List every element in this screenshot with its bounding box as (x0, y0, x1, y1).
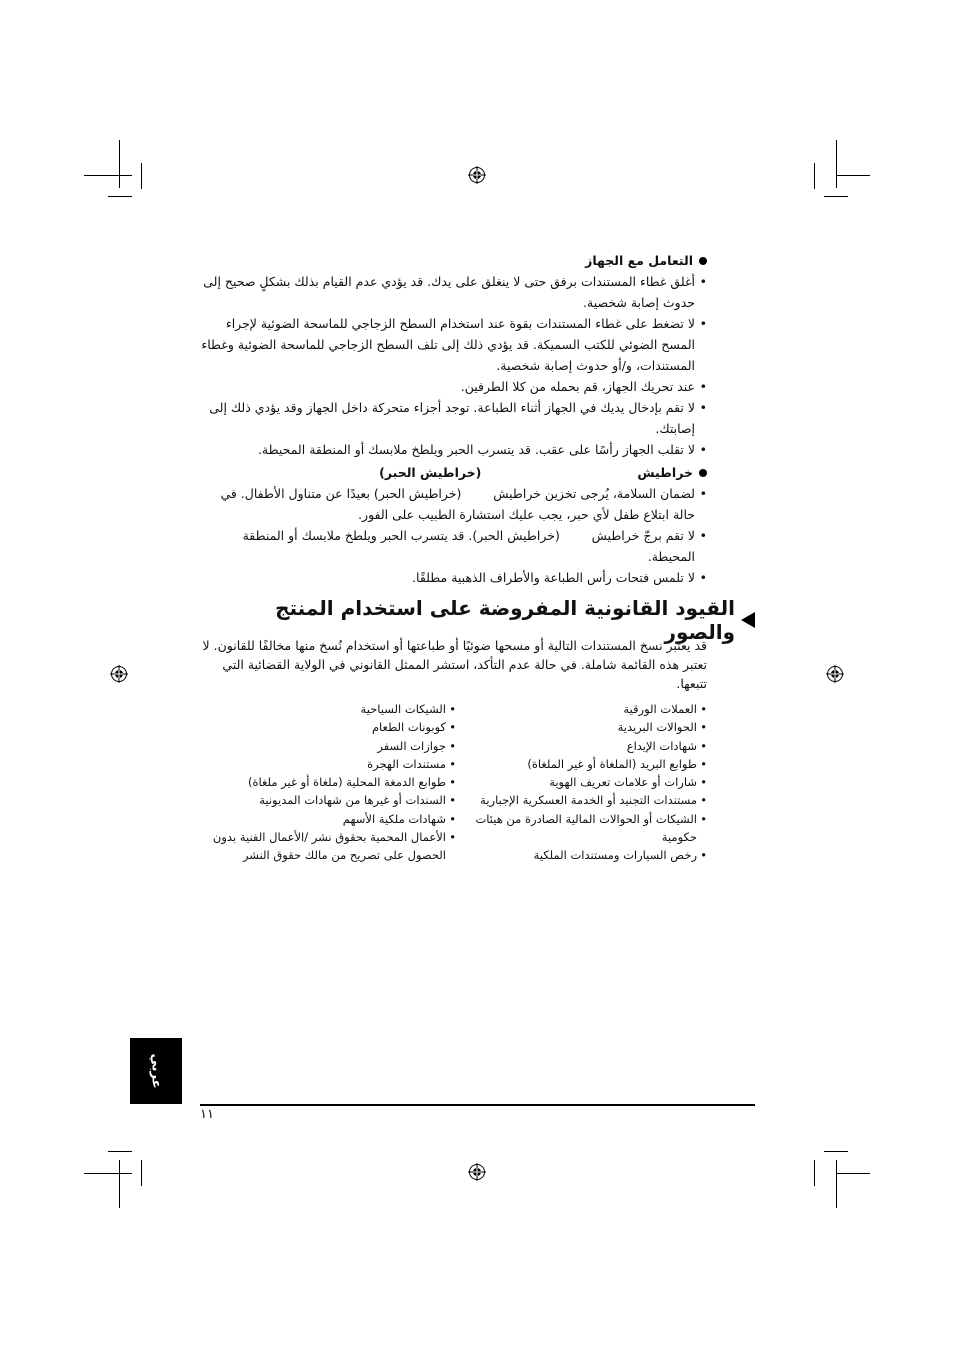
section-title: التعامل مع الجهاز (585, 253, 693, 268)
list-item: • لا تقلب الجهاز رأسًا على عقب. قد يتسرب الحبر ويلطخ ملابسك أو المنطقة المحيطة. (200, 439, 707, 460)
list-item: • العملات الورقية (470, 700, 707, 718)
list-item: • لضمان السلامة، يُرجى تخزين خراطيش (خراطيش الحبر) بعيدًا عن متناول الأطفال. في حالة ابتلاع طفل لأي حبر، يجب عليك استشارة الطبيب على الفور. (200, 483, 707, 525)
list-item: • أغلق غطاء المستندات برفق حتى لا ينغلق على يدك. قد يؤدي عدم القيام بذلك بشكلٍ صحيح إلى حدوث إصابة شخصية. (200, 271, 707, 313)
list-item: • لا تقم بإدخال يديك في الجهاز أثناء الطباعة. توجد أجزاء متحركة داخل الجهاز وقد يؤدي ذلك إلى إصابتك. (200, 397, 707, 439)
list-item: • شارات أو علامات تعريف الهوية (470, 773, 707, 791)
list-item: • لا تلمس فتحات رأس الطباعة والأطراف الذهبية مطلقًا. (200, 567, 707, 588)
registration-mark-icon (468, 1163, 486, 1181)
list-item: • طوابع الدمغة المحلية (ملغاة أو غير ملغاة) (210, 773, 456, 791)
list-item: • طوابع البريد (الملغاة أو غير الملغاة) (470, 755, 707, 773)
list-item: • جوازات السفر (210, 737, 456, 755)
page-number: ١١ (200, 1107, 214, 1122)
list-item: • الحوالات البريدية (470, 718, 707, 736)
section-title-extra: (خراطيش الحبر) (379, 465, 482, 480)
legal-heading-text: القيود القانونية المفروضة على استخدام المنتج والصور (275, 596, 735, 644)
legal-list-right (470, 700, 707, 865)
language-tab (130, 1038, 182, 1104)
list-item: • الشيكات السياحية (210, 700, 456, 718)
registration-mark-icon (826, 665, 844, 683)
legal-list-left (210, 700, 456, 865)
bullet-dot-icon (699, 469, 707, 477)
list-item: • كوبونات الطعام (210, 718, 456, 736)
item-list (200, 483, 707, 588)
list-item: • الشيكات أو الحوالات المالية الصادرة من هيئات حكومية (470, 810, 707, 847)
list-item: • السندات أو غيرها من شهادات المديونية (210, 791, 456, 809)
registration-mark-icon (468, 166, 486, 184)
list-item: • لا تقم برجّ خراطيش (خراطيش الحبر). قد يتسرب الحبر ويلطخ ملابسك أو المنطقة المحيطة. (200, 525, 707, 567)
list-item: • لا تضغط على غطاء المستندات بقوة عند استخدام السطح الزجاجي للماسحة الضوئية لإجراء المسح الضوئي للكتب السميكة. قد يؤدي ذلك إلى تلف السطح الزجاجي للماسحة الضوئية وغطاء المستندات، و/أو حدوث إصابة شخصية. (200, 313, 707, 376)
language-tab-label: عربي (148, 1053, 164, 1089)
triangle-left-icon (741, 612, 755, 628)
section-device-handling (200, 250, 707, 460)
section-heading (200, 462, 707, 483)
item-list (200, 271, 707, 460)
list-item: • شهادات ملكية الأسهم (210, 810, 456, 828)
footer-rule (200, 1104, 755, 1106)
section-ink-cartridges (200, 462, 707, 588)
list-item: • رخص السيارات ومستندات الملكية (470, 846, 707, 864)
list-item: • مستندات التجنيد أو الخدمة العسكرية الإجبارية (470, 791, 707, 809)
list-item: • شهادات الإيداع (470, 737, 707, 755)
section-heading (200, 250, 707, 271)
list-item: • عند تحريك الجهاز، قم بحمله من كلا الطرفين. (200, 376, 707, 397)
bullet-dot-icon (699, 257, 707, 265)
section-title: خراطيش (637, 465, 693, 480)
legal-intro: قد يعتبر نسخ المستندات التالية أو مسحها ضوئيًا أو طباعتها أو استخدام نُسخ منها مخالفًا للقانون. لا تعتبر هذه القائمة شاملة. في حالة عدم التأكد، استشر الممثل القانوني في الولاية القضائية التي تتبعها. (202, 638, 707, 691)
registration-mark-icon (110, 665, 128, 683)
list-item: • الأعمال المحمية بحقوق نشر /الأعمال الفنية بدون الحصول على تصريح من مالك حقوق النشر (210, 828, 456, 865)
list-item: • مستندات الهجرة (210, 755, 456, 773)
